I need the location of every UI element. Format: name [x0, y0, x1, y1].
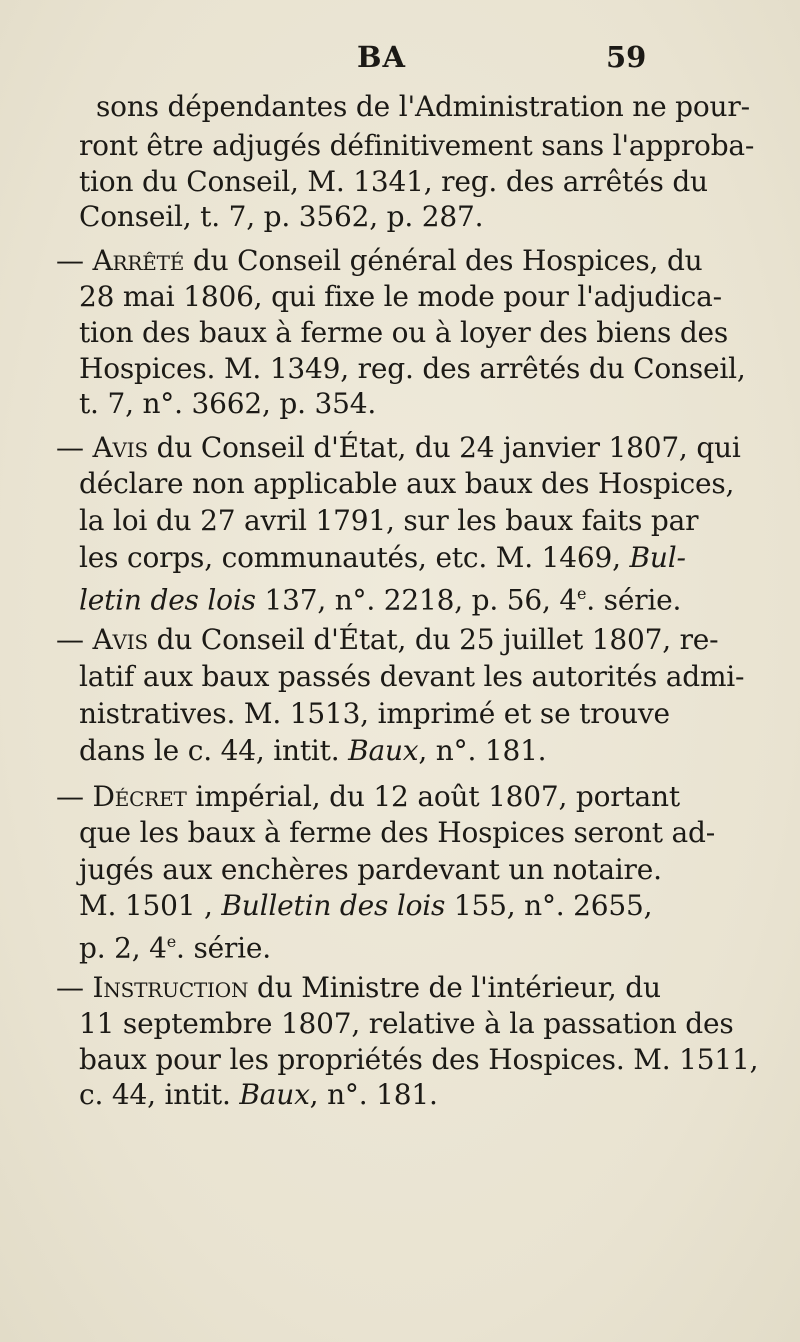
- text-line: [79, 889, 652, 923]
- text-line: nistratives. M. 1513, imprimé et se trouve: [79, 697, 670, 730]
- entry-first-line: [56, 244, 703, 278]
- italic-title: Bul-: [620, 541, 686, 574]
- text-line-part: . série.: [586, 583, 682, 617]
- text-line: [79, 925, 271, 965]
- text-line-part: , n°. 181.: [418, 734, 547, 767]
- text-line-part: p. 2, 4: [79, 931, 167, 965]
- text-line-part: 137, n°. 2218, p. 56, 4: [255, 583, 577, 617]
- running-head: [0, 38, 800, 78]
- text-line: [79, 1078, 438, 1112]
- superscript: e: [577, 584, 587, 603]
- entry-first-line-text: impérial, du 12 août 1807, portant: [186, 780, 680, 813]
- italic-title: Baux: [339, 734, 419, 767]
- text-line: 28 mai 1806, qui fixe le mode pour l'adjudica-: [79, 280, 722, 313]
- entry-first-line: [56, 971, 661, 1005]
- text-line: ront être adjugés définitivement sans l'approba-: [79, 129, 755, 162]
- text-line: latif aux baux passés devant les autorités admi-: [79, 660, 745, 693]
- italic-title: letin des lois: [79, 583, 256, 617]
- text-line-part: 155, n°. 2655,: [445, 889, 653, 922]
- superscript: e: [166, 932, 177, 951]
- italic-title: Baux: [230, 1078, 310, 1111]
- entry-lead: — Arrêté: [56, 244, 185, 277]
- entry-lead: — Avis: [56, 431, 148, 464]
- entry-first-line-text: du Ministre de l'intérieur, du: [248, 971, 661, 1004]
- entry-first-line: [56, 780, 680, 814]
- italic-title: Bulletin des lois: [212, 889, 446, 922]
- text-line: tion des baux à ferme ou à loyer des biens des: [79, 316, 729, 349]
- text-line: [79, 541, 686, 575]
- text-line: [79, 734, 546, 768]
- entry-lead: — Avis: [56, 623, 148, 656]
- entry-first-line-text: du Conseil d'État, du 25 juillet 1807, re-: [147, 623, 719, 656]
- text-line: que les baux à ferme des Hospices seront ad-: [79, 816, 715, 849]
- entry-first-line-text: du Conseil d'État, du 24 janvier 1807, qui: [147, 431, 741, 464]
- text-line: Conseil, t. 7, p. 3562, p. 287.: [79, 200, 484, 233]
- text-line: la loi du 27 avril 1791, sur les baux faits par: [79, 504, 699, 537]
- text-line: tion du Conseil, M. 1341, reg. des arrêtés du: [79, 165, 708, 198]
- entry-lead: — Instruction: [56, 971, 249, 1004]
- text-line: jugés aux enchères pardevant un notaire.: [79, 853, 662, 886]
- text-line-part: M. 1501 ,: [79, 889, 213, 922]
- text-line-part: , n°. 181.: [309, 1078, 438, 1111]
- text-line: [79, 577, 681, 617]
- entry-lead: — Décret: [56, 780, 187, 813]
- text-line: baux pour les propriétés des Hospices. M. 1511,: [79, 1043, 759, 1076]
- text-line-part: . série.: [176, 931, 271, 965]
- text-line: Hospices. M. 1349, reg. des arrêtés du Conseil,: [79, 352, 746, 385]
- page-number: 59: [606, 40, 647, 74]
- running-head-title: BA: [357, 40, 407, 74]
- entry-first-line: [56, 431, 741, 465]
- text-line-part: les corps, communautés, etc. M. 1469,: [79, 541, 621, 574]
- text-line: t. 7, n°. 3662, p. 354.: [79, 387, 377, 420]
- text-line: 11 septembre 1807, relative à la passation des: [79, 1007, 734, 1040]
- text-line: déclare non applicable aux baux des Hospices,: [79, 467, 735, 500]
- text-line-part: c. 44, intit.: [79, 1078, 231, 1111]
- entry-first-line-text: du Conseil général des Hospices, du: [184, 244, 703, 277]
- text-line: sons dépendantes de l'Administration ne pour-: [96, 90, 750, 123]
- text-line-part: dans le c. 44, intit.: [79, 734, 340, 767]
- entry-first-line: [56, 623, 718, 657]
